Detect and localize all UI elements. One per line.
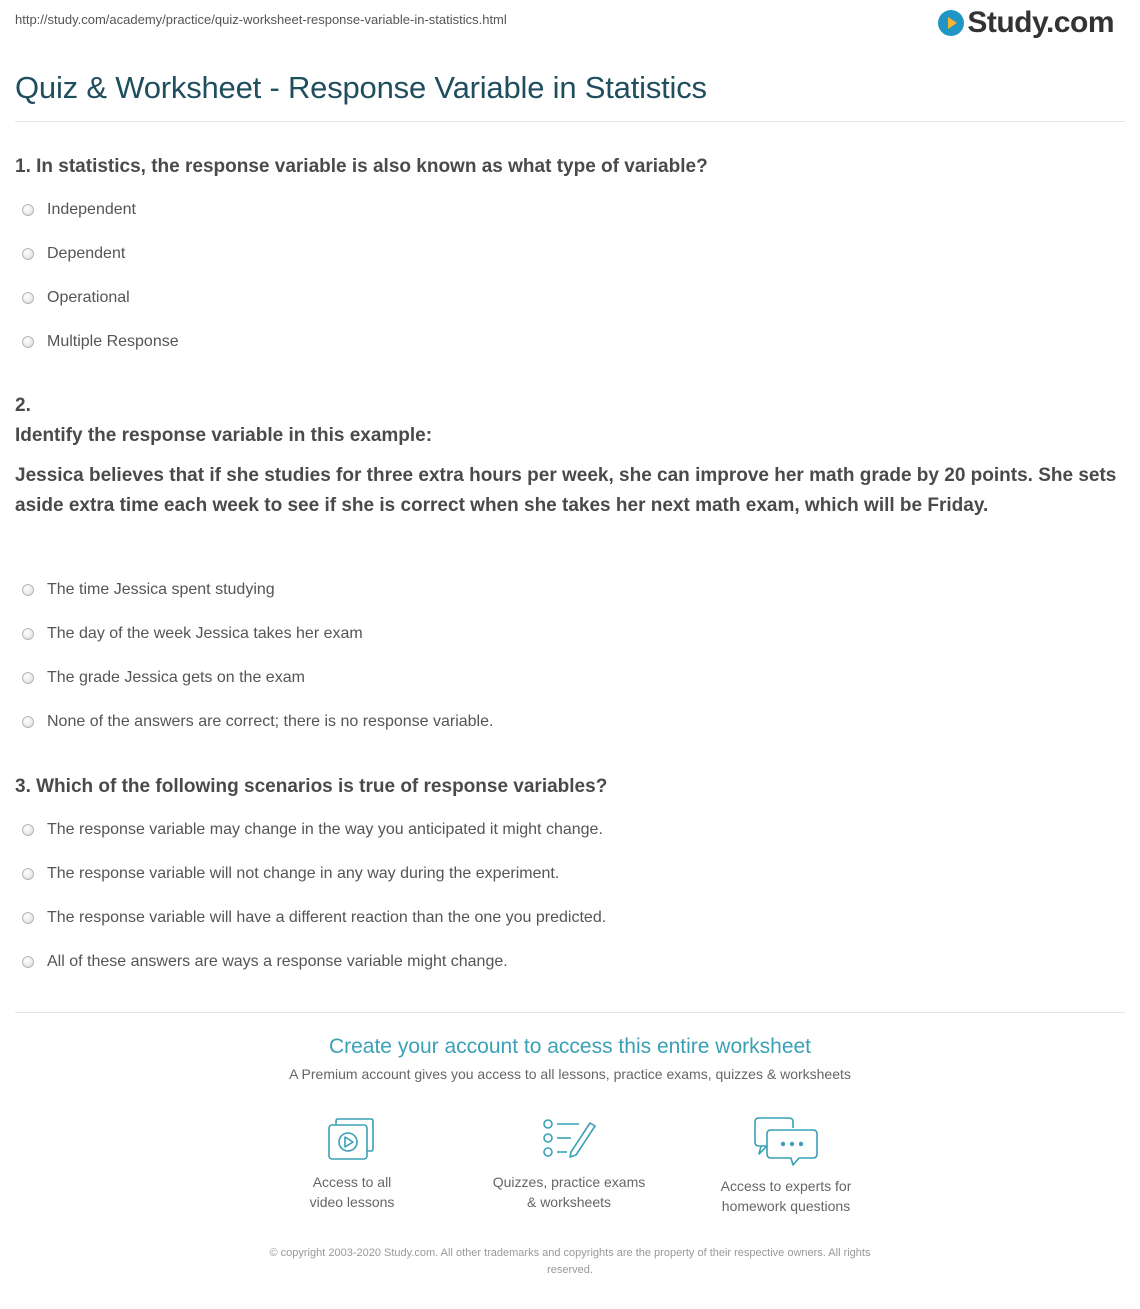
- q2-option-1[interactable]: [22, 578, 275, 602]
- option-label: The response variable will have a different reaction than the one you predicted.: [47, 909, 607, 926]
- option-label: The grade Jessica gets on the exam: [47, 669, 305, 686]
- option-label: The response variable may change in the way you anticipated it might change.: [47, 821, 603, 838]
- radio-button-icon[interactable]: [22, 248, 34, 260]
- option-label: Multiple Response: [47, 333, 179, 350]
- copyright-line-2: reserved.: [547, 1264, 593, 1276]
- copyright-notice: [210, 1245, 930, 1279]
- logo-text: Study.com: [967, 6, 1114, 39]
- option-label: None of the answers are correct; there is no response variable.: [47, 713, 494, 730]
- q3-option-1[interactable]: [22, 818, 603, 842]
- video-lessons-icon: [326, 1116, 378, 1162]
- option-label: The time Jessica spent studying: [47, 581, 275, 598]
- create-account-link[interactable]: Create your account to access this entire worksheet: [328, 1035, 812, 1058]
- radio-button-icon[interactable]: [22, 628, 34, 640]
- radio-button-icon[interactable]: [22, 956, 34, 968]
- q1-option-1[interactable]: [22, 198, 136, 222]
- q1-option-2[interactable]: [22, 242, 125, 266]
- q2-option-4[interactable]: [22, 710, 493, 734]
- chat-bubbles-icon: [753, 1116, 819, 1166]
- question-1-heading: 1. In statistics, the response variable is also known as what type of variable?: [15, 156, 708, 177]
- cta-divider: [15, 1012, 1125, 1013]
- copyright-line-1: © copyright 2003-2020 Study.com. All other trademarks and copyrights are the property of their respective owners. All rights: [269, 1247, 871, 1259]
- option-label: Independent: [47, 201, 136, 218]
- play-logo-icon: [938, 10, 964, 36]
- radio-button-icon[interactable]: [22, 292, 34, 304]
- radio-button-icon[interactable]: [22, 336, 34, 348]
- feature-label-line2: homework questions: [721, 1198, 851, 1214]
- option-label: All of these answers are ways a response variable might change.: [47, 953, 508, 970]
- q2-option-2[interactable]: [22, 622, 363, 646]
- radio-button-icon[interactable]: [22, 584, 34, 596]
- quiz-list-icon: [541, 1116, 597, 1162]
- feature-label-line1: Access to all: [312, 1174, 392, 1190]
- q1-option-3[interactable]: [22, 286, 130, 310]
- question-3-heading: 3. Which of the following scenarios is true of response variables?: [15, 776, 608, 797]
- q3-option-4[interactable]: [22, 950, 508, 974]
- question-2-scenario: Jessica believes that if she studies for three extra hours per week, she can improve her math grade by 20 points. She sets aside extra time each week to see if she is correct when she takes her next math exam, which will be Friday.: [15, 465, 1117, 516]
- top-bar: [0, 0, 1140, 50]
- feature-label-line2: & worksheets: [526, 1194, 612, 1210]
- radio-button-icon[interactable]: [22, 672, 34, 684]
- option-label: The day of the week Jessica takes her exam: [47, 625, 363, 642]
- radio-button-icon[interactable]: [22, 824, 34, 836]
- q3-option-3[interactable]: [22, 906, 606, 930]
- radio-button-icon[interactable]: [22, 204, 34, 216]
- title-divider: [15, 121, 1125, 122]
- option-label: Dependent: [47, 245, 126, 262]
- q3-option-2[interactable]: [22, 862, 559, 886]
- radio-button-icon[interactable]: [22, 716, 34, 728]
- feature-video-lessons: [252, 1116, 452, 1212]
- feature-label-line1: Quizzes, practice exams: [492, 1174, 646, 1190]
- feature-experts: [686, 1116, 886, 1216]
- feature-label-line1: Access to experts for: [720, 1178, 852, 1194]
- page-title: Quiz & Worksheet - Response Variable in Statistics: [15, 70, 707, 105]
- page-url[interactable]: http://study.com/academy/practice/quiz-worksheet-response-variable-in-statistics.html: [15, 12, 507, 27]
- feature-label-line2: video lessons: [309, 1194, 395, 1210]
- radio-button-icon[interactable]: [22, 912, 34, 924]
- option-label: The response variable will not change in any way during the experiment.: [47, 865, 560, 882]
- option-label: Operational: [47, 289, 130, 306]
- feature-quizzes: [469, 1116, 669, 1212]
- q1-option-4[interactable]: [22, 330, 179, 354]
- radio-button-icon[interactable]: [22, 868, 34, 880]
- q2-option-3[interactable]: [22, 666, 305, 690]
- question-2-prompt: Identify the response variable in this example:: [15, 425, 433, 446]
- study-com-logo[interactable]: [938, 6, 1114, 40]
- cta-subtitle: A Premium account gives you access to all lessons, practice exams, quizzes & worksheets: [289, 1066, 851, 1082]
- question-2-number: 2.: [15, 395, 31, 416]
